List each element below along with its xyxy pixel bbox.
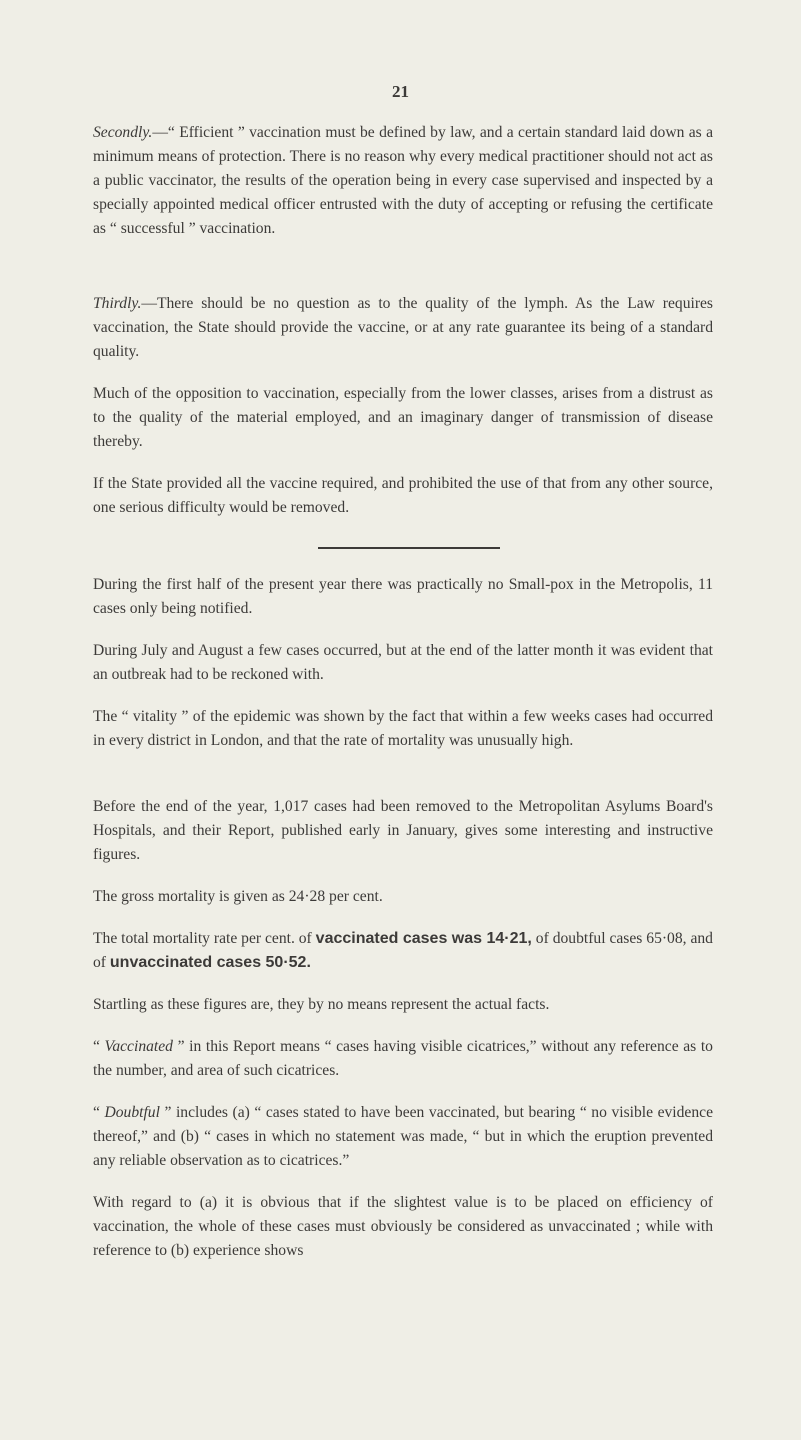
paragraph-text: —“ Efficient ” vaccination must be defined by law, and a certain standard laid down as a minimum means of protection. There is no reason why every medical practitioner should not act as a public vaccinator, the results of the operation being in every case supervised and inspected by a specially appointed medical officer entrusted with the duty of accepting or refusing the certificate as “ successful ” vaccination. xyxy=(93,124,713,237)
text-segment: “ xyxy=(93,1038,105,1055)
vaccinated-rate-emphasis: vaccinated cases was 14·21, xyxy=(315,930,532,947)
page-number: 21 xyxy=(392,82,409,101)
text-segment: “ xyxy=(93,1104,105,1121)
paragraph: During the first half of the present year there was practically no Small-pox in the Metropolis, 11 cases only being notified. xyxy=(93,576,713,617)
defined-term: Vaccinated xyxy=(104,1038,173,1055)
paragraph-mortality-rates xyxy=(93,927,713,975)
paragraph: The gross mortality is given as 24·28 per cent. xyxy=(93,888,383,905)
paragraph: Much of the opposition to vaccination, especially from the lower classes, arises from a distrust as to the quality of the material employed, and an imaginary danger of transmission of disease thereby. xyxy=(93,385,713,450)
paragraph: Startling as these figures are, they by no means represent the actual facts. xyxy=(93,996,550,1013)
paragraph: Before the end of the year, 1,017 cases had been removed to the Metropolitan Asylums Board's Hospitals, and their Report, published early in January, gives some interesting and instructive figures. xyxy=(93,798,713,863)
paragraph-lead: Secondly. xyxy=(93,124,153,141)
section-divider xyxy=(318,547,500,549)
unvaccinated-rate-emphasis: unvaccinated cases 50·52. xyxy=(109,954,311,971)
paragraph: If the State provided all the vaccine required, and prohibited the use of that from any other source, one serious difficulty would be removed. xyxy=(93,475,713,516)
defined-term: Doubtful xyxy=(104,1104,160,1121)
paragraph-text: —There should be no question as to the quality of the lymph. As the Law requires vaccination, the State should provide the vaccine, or at any rate guarantee its being of a standard quality. xyxy=(93,295,713,360)
paragraph-secondly xyxy=(93,121,713,241)
text-segment: The total mortality rate per cent. of xyxy=(93,930,316,947)
text-segment: ” includes (a) “ cases stated to have been vaccinated, but bearing “ no visible evidence thereof,” and (b) “ cases in which no statement was made, “ but in which the eruption prevented any reliable observation as to cicatrices.” xyxy=(93,1104,713,1169)
paragraph-vaccinated-definition xyxy=(93,1035,713,1083)
text-segment: ” in this Report means “ cases having visible cicatrices,” without any reference as to the number, and area of such cicatrices. xyxy=(93,1038,713,1079)
paragraph-lead: Thirdly. xyxy=(93,295,142,312)
text-segment: of doubtful cases 65·08, and of xyxy=(93,930,713,971)
paragraph: During July and August a few cases occurred, but at the end of the latter month it was evident that an outbreak had to be reckoned with. xyxy=(93,642,713,683)
paragraph: The “ vitality ” of the epidemic was shown by the fact that within a few weeks cases had occurred in every district in London, and that the rate of mortality was unusually high. xyxy=(93,708,713,749)
paragraph-thirdly xyxy=(93,292,713,364)
paragraph-doubtful-definition xyxy=(93,1101,713,1173)
paragraph: With regard to (a) it is obvious that if the slightest value is to be placed on efficiency of vaccination, the whole of these cases must obviously be considered as unvaccinated ; while with reference to (b) experience shows xyxy=(93,1194,713,1259)
